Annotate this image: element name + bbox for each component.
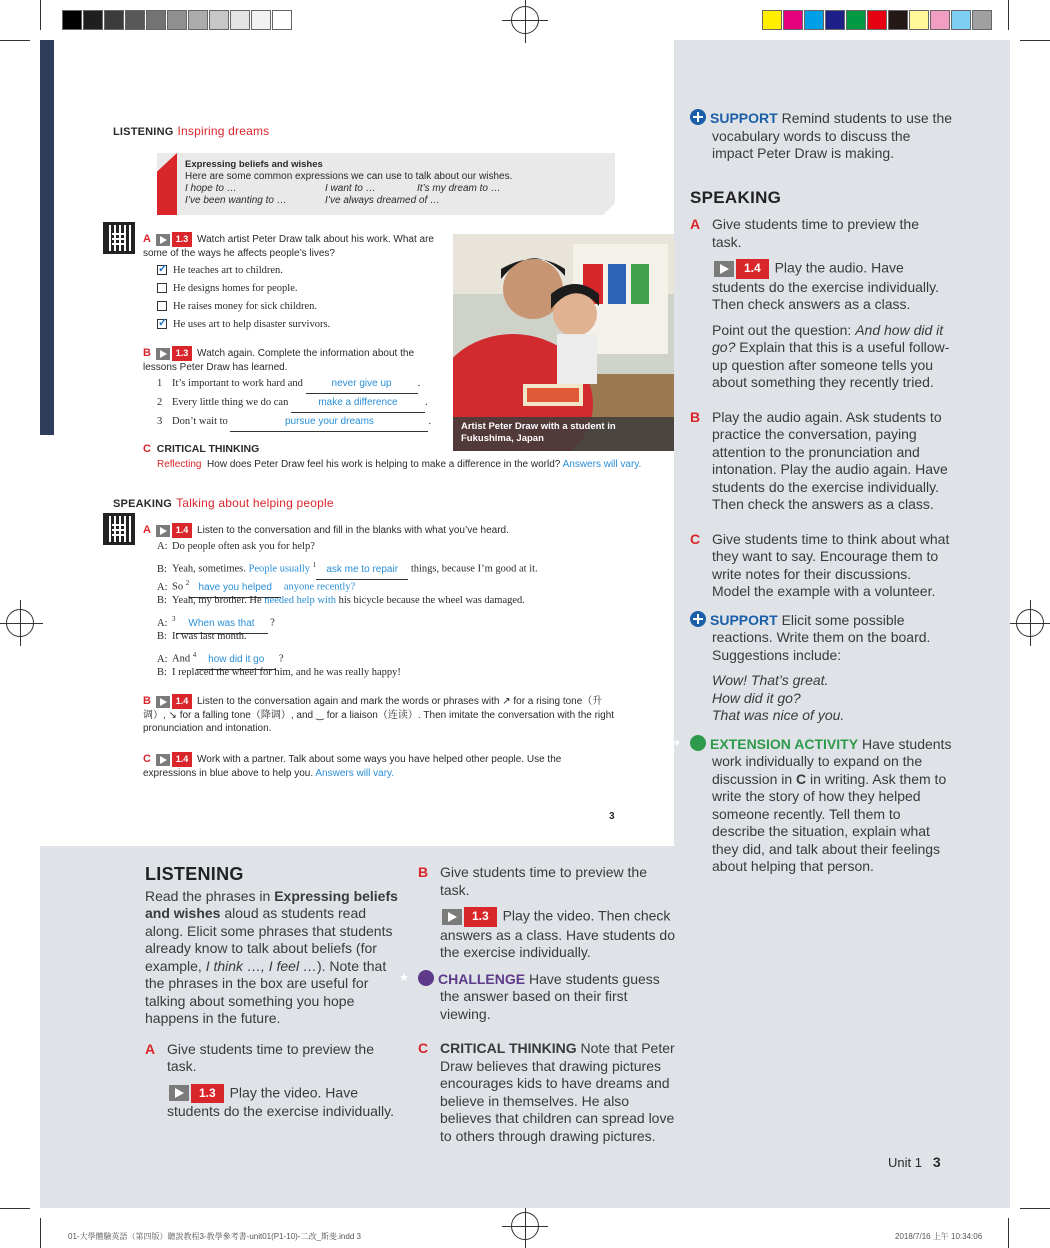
answer-blank[interactable]: make a difference [291,394,425,413]
crop-mark [0,40,30,41]
speaking-note-b: B Play the audio again. Ask students to practice the conversation, paying attention to the pronunciation and intonation. Play the audio again. Have students do the exercise individually. Then check the answers as a class. [690,408,948,512]
conversation-line: A: And $^4$ how did it go ? [157,646,627,664]
crop-mark [1020,1208,1050,1209]
suggestion-item: How did it go? [712,689,801,706]
listening-intro-note: Read the phrases in Expressing beliefs and wishes aloud as students read along. Elicit some phrases that students already know to talk about beliefs (for example, I think …, I feel …). Note that the phrases in the box are useful for talking about something you hope happens in the future. [145,887,398,1026]
unit-page-footer: Unit 1 3 [888,1154,941,1170]
speaking-note-a-point: Point out the question: And how did it go? Explain that this is a useful follow-up question after someone tells you about something they recently tried. [712,321,950,390]
fill-item: 1 It’s important to work hard and never give up . [157,375,431,394]
answer-blank[interactable]: have you helped [189,579,281,598]
checkbox-checked[interactable] [157,319,167,329]
file-slug: 01-大學體驗英語（第四版）聽說教程3-教學參考書-unit01(P1-10)-二改_斯斐.indd 3 [68,1232,361,1241]
speaking-c-prompt: C 1.4 Work with a partner. Talk about some ways you have helped other people. Use the expressions in blue above to help you. Answers will vary. [143,753,562,779]
conversation-line: B: I replaced the wheel for him, and he was really happy! [157,667,401,678]
speaking-note-a-audio: 1.4 Play the audio. Have students do the exercise individually. Then check answers as a class. [712,259,939,312]
option-item[interactable]: He raises money for sick children. [157,297,330,315]
audio-button-1-4[interactable]: 1.4 [714,259,769,279]
page-edge-strip [40,40,54,435]
listening-heading: LISTENING Inspiring dreams [113,124,270,138]
registration-mark-top [511,6,539,34]
photo-caption: Artist Peter Draw with a student in Fukushima, Japan [453,417,674,451]
plus-icon [690,611,706,627]
suggestion-list [690,672,952,725]
registration-mark-left [6,609,34,637]
crop-mark [0,1208,30,1209]
listening-b-prompt: B 1.3 Watch again. Complete the information about the lessons Peter Draw has learned. [143,347,415,373]
crop-mark [1020,40,1050,41]
audio-button-1-4[interactable]: 1.4 [156,694,193,709]
teacher-notes-right [690,109,952,876]
conversation-line: A: $^3$ When was that ? [157,610,627,628]
conversation [157,538,627,682]
speaking-note-a: A Give students time to preview the task. [690,216,919,250]
suggestion-item: That was nice of you. [712,707,845,723]
option-item[interactable]: ✓ He uses art to help disaster survivors. [157,315,330,333]
listening-note-a: A Give students time to preview the task. [145,1040,374,1074]
answer-blank[interactable]: pursue your dreams [230,413,428,432]
expressions-box: Expressing beliefs and wishes Here are some common expressions we can use to talk about our wishes. I hope to … I want to … It’s my dream to … I’ve been wanting to … I’ve always dreamed of … [157,153,615,215]
answer-blank[interactable]: ask me to repair [316,561,408,580]
conversation-line: B: It was last month. [157,631,247,642]
checkbox[interactable] [157,301,167,311]
conversation-line: A: So $^2$ have you helped anyone recently? [157,574,627,592]
star-icon [418,970,434,986]
listening-c-question: Reflecting How does Peter Draw feel his work is helping to make a difference in the world? Answers will vary. [157,459,642,470]
checkbox-checked[interactable] [157,265,167,275]
option-item[interactable]: ✓ He teaches art to children. [157,261,330,279]
student-page-number: 3 [609,811,615,822]
qr-code-speaking[interactable] [103,513,135,545]
teacher-notes-bottom-left [145,866,403,1121]
crop-mark [40,1218,41,1248]
answer-blank[interactable]: how did it go [196,651,276,670]
extension-activity-note: ➜EXTENSION ACTIVITY Have students work individually to expand on the discussion in C in writing. Ask them to write the story of how they helped someone recently. Tell them to describe the situation, explain what they did, and talk about their feelings about helping that person. [690,735,952,876]
challenge-note: ★CHALLENGE Have students guess the answer based on their first viewing. [418,970,676,1024]
speaking-notes-heading: SPEAKING [690,187,782,207]
conversation-line: B: Yeah, my brother. He needed help with his bicycle because the wheel was damaged. [157,595,525,606]
listening-c-heading: C CRITICAL THINKING [143,443,260,455]
listening-note-b-audio: 1.3 Play the video. Then check answers as a class. Have students do the exercise individually. [440,907,676,960]
speaking-heading: SPEAKING Talking about helping people [113,496,334,510]
print-timestamp: 2018/7/16 上午 10:34:06 [895,1232,983,1241]
option-item[interactable]: He designs homes for people. [157,279,330,297]
arrow-icon [690,735,706,751]
listening-a-prompt: A 1.3 Watch artist Peter Draw talk about his work. What are some of the ways he affects people’s lives? [143,233,434,259]
speaking-note-c: C Give students time to think about what they want to say. Encourage them to write notes for their discussions. Model the example with a volunteer. [690,530,950,599]
listening-note-b: B Give students time to preview the task. [418,864,647,898]
audio-button-1-4[interactable]: 1.4 [156,752,193,767]
answer-blank[interactable]: never give up [306,375,418,394]
listening-note-a-audio: 1.3 Play the video. Have students do the exercise individually. [167,1083,394,1119]
audio-button-1-3[interactable]: 1.3 [169,1084,224,1104]
speaking-a-prompt: A 1.4 Listen to the conversation and fill in the blanks with what you’ve heard. [143,524,509,537]
registration-mark-right [1016,609,1044,637]
crop-mark [40,0,41,30]
qr-code-listening[interactable] [103,222,135,254]
photo-peter-draw [453,234,674,451]
fill-item: 2 Every little thing we do can make a difference . [157,394,431,413]
support-note-2: SUPPORT Elicit some possible reactions. Write them on the board. Suggestions include: [690,611,952,665]
listening-notes-heading: LISTENING [145,864,244,884]
fill-item: 3 Don’t wait to pursue your dreams . [157,413,431,432]
listening-note-c: C CRITICAL THINKING Note that Peter Draw believes that drawing pictures encourages kids to have dreams and believe in themselves. He also believes that children can spread love to others through drawing pictures. [418,1040,675,1144]
listening-b-items [157,375,431,432]
answer-blank[interactable]: When was that [176,615,268,634]
speaking-b-prompt: B 1.4 Listen to the conversation again and mark the words or phrases with ↗ for a rising tone（升调）, ↘ for a falling tone（降调）, and ‿ for a liaison（连读）. Then imitate the conversation with the right pronunciation and intonation. [143,695,615,734]
crop-mark [1008,1218,1009,1248]
conversation-line: A: Do people often ask you for help? [157,541,315,552]
conversation-line: B: Yeah, sometimes. People usually $^1$ ask me to repair things, because I’m good at it. [157,556,627,574]
registration-mark-bottom [511,1212,539,1240]
plus-icon [690,109,706,125]
suggestion-item: Wow! That’s great. [712,672,829,688]
crop-mark [1008,0,1009,30]
support-note-1: SUPPORT Remind students to use the vocabulary words to discuss the impact Peter Draw is making. [690,109,952,163]
audio-button-1-3[interactable]: 1.3 [156,232,193,247]
audio-button-1-4[interactable]: 1.4 [156,523,193,538]
audio-button-1-3[interactable]: 1.3 [156,346,193,361]
teacher-notes-bottom-right [418,864,676,1145]
audio-button-1-3[interactable]: 1.3 [442,907,497,927]
checkbox[interactable] [157,283,167,293]
listening-a-options [157,261,330,333]
